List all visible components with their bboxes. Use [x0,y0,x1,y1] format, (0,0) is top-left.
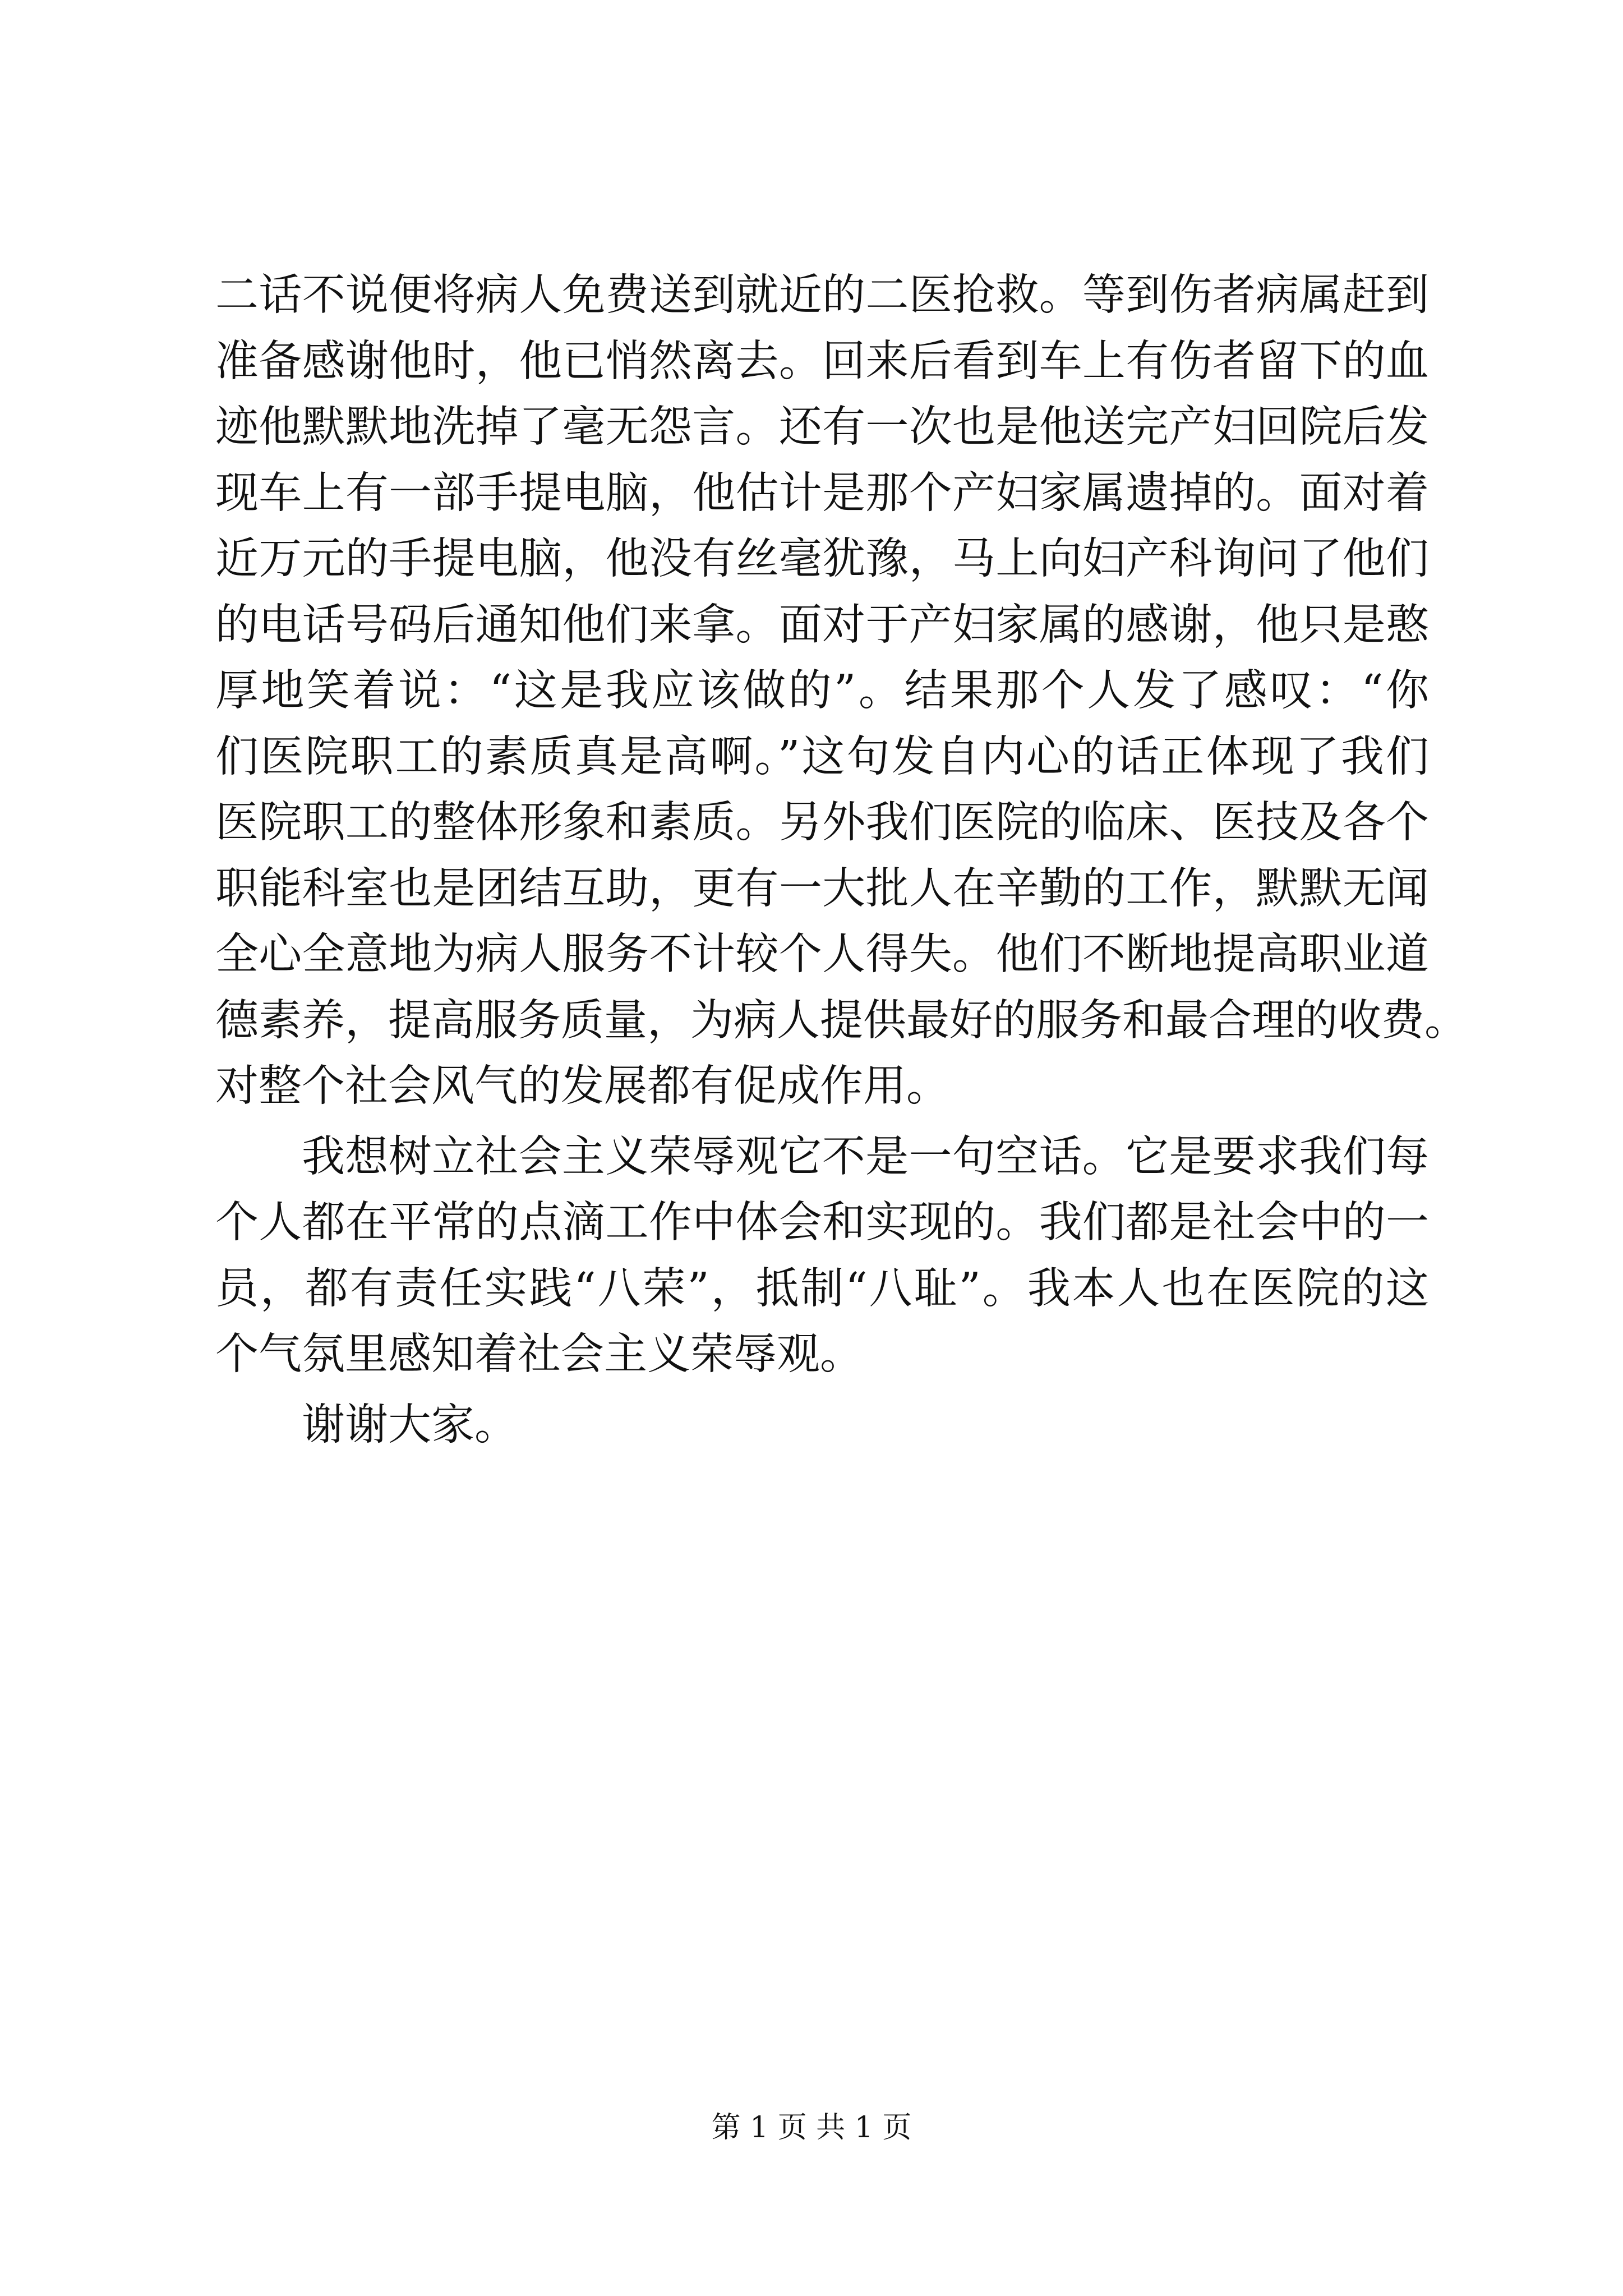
paragraph-gap [215,1388,1429,1392]
text-line: 个气氛里感知着社会主义荣辱观。 [215,1329,863,1379]
text-line: 近万元的手提电脑，他没有丝毫犹豫，马上向妇产科询问了他们 [215,534,1429,584]
text-line: 员，都有责任实践“八荣”，抵制“八耻”。我本人也在医院的这 [215,1263,1429,1314]
text-line: 的电话号码后通知他们来拿。面对于产妇家属的感谢，他只是憨 [215,600,1429,650]
page-footer: 第 1 页 共 1 页 [711,2111,912,2145]
text-line: 准备感谢他时，他已悄然离去。回来后看到车上有伤者留下的血 [215,336,1429,386]
paragraph-1 [215,263,1468,1120]
paragraph-2 [215,1124,1429,1388]
text-line: 医院职工的整体形象和素质。另外我们医院的临床、医技及各个 [215,798,1429,848]
text-line: 我想树立社会主义荣辱观它不是一句空话。它是要求我们每 [302,1131,1429,1182]
text-line: 二话不说便将病人免费送到就近的二医抢救。等到伤者病属赶到 [215,270,1429,320]
text-line: 们医院职工的素质真是高啊。”这句发自内心的话正体现了我们 [215,731,1429,782]
text-line: 德素养，提高服务质量，为病人提供最好的服务和最合理的收费。 [215,995,1468,1046]
text-line: 对整个社会风气的发展都有促成作用。 [215,1061,949,1111]
text-line: 迹他默默地洗掉了毫无怨言。还有一次也是他送完产妇回院后发 [215,402,1429,452]
paragraph-gap [215,1120,1429,1124]
text-line: 厚地笑着说：“这是我应该做的”。结果那个人发了感叹：“你 [215,666,1429,716]
text-line: 个人都在平常的点滴工作中体会和实现的。我们都是社会中的一 [215,1198,1429,1248]
closing-paragraph [215,1392,1429,1458]
document-body [215,263,1468,1458]
text-line: 职能科室也是团结互助，更有一大批人在辛勤的工作，默默无闻 [215,863,1429,914]
text-line: 现车上有一部手提电脑，他估计是那个产妇家属遗掉的。面对着 [215,468,1429,518]
text-line: 全心全意地为病人服务不计较个人得失。他们不断地提高职业道 [215,930,1429,979]
closing-line: 谢谢大家。 [302,1400,518,1450]
